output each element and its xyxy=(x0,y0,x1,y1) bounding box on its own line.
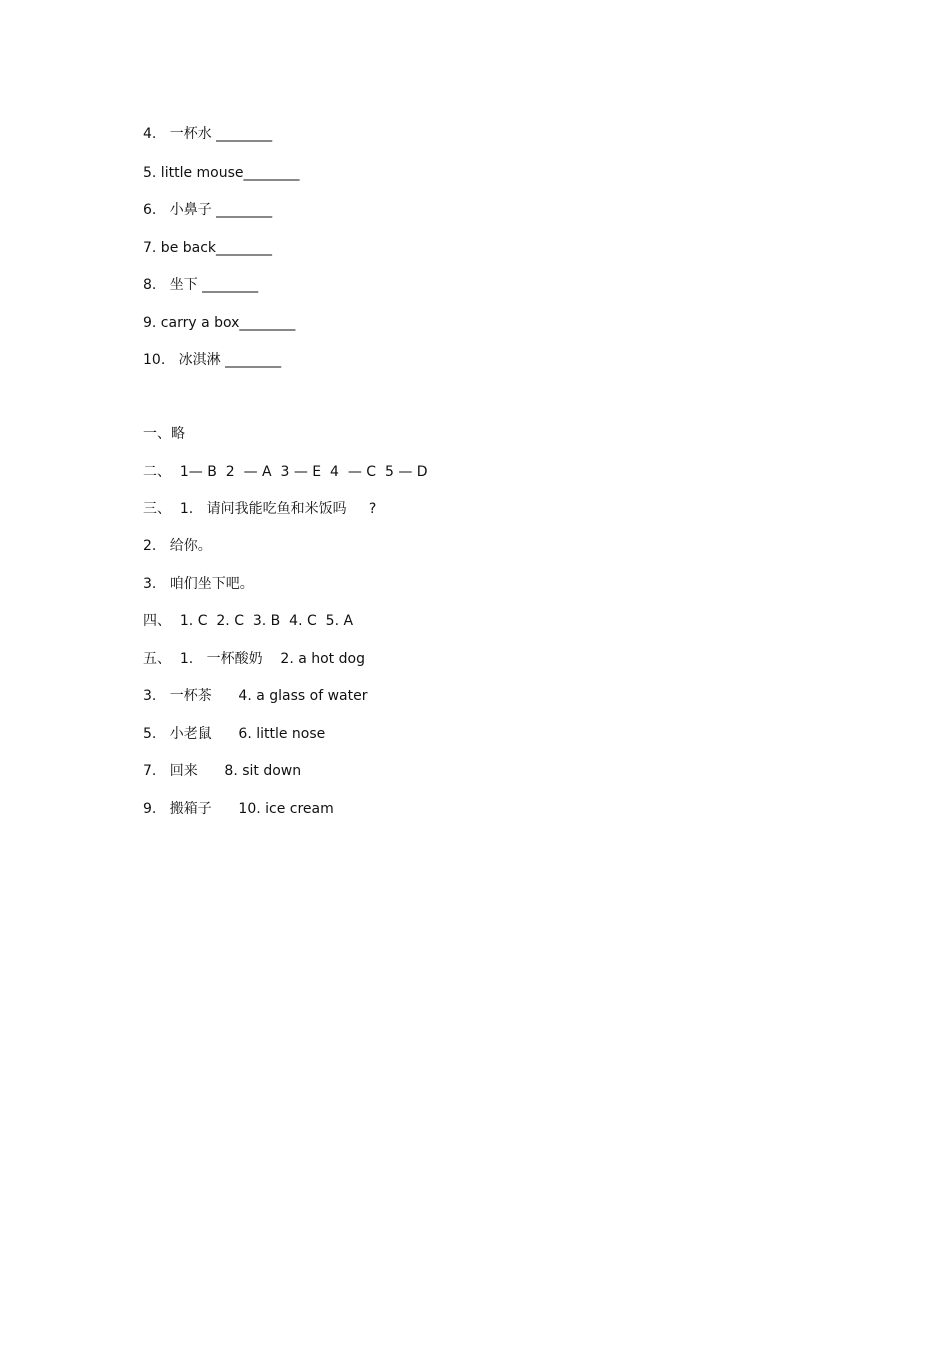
exercise-item-6: 6. 小鼻子 ________ xyxy=(143,202,273,218)
exercise-item-4: 4. 一杯水 ________ xyxy=(143,126,273,142)
answer-line: 2. 给你。 xyxy=(143,538,212,554)
answer-line: 3. 一杯茶 4. a glass of water xyxy=(143,688,368,704)
exercise-item-7: 7. be back________ xyxy=(143,240,273,256)
answer-section-1: 一、略 xyxy=(143,426,185,442)
exercise-item-8: 8. 坐下 ________ xyxy=(143,277,259,293)
exercise-item-9: 9. carry a box________ xyxy=(143,315,296,331)
answer-line: 3. 咱们坐下吧。 xyxy=(143,576,254,592)
answer-section-2: 二、 1— B 2 — A 3 — E 4 — C 5 — D xyxy=(143,464,428,480)
answer-line: 5. 小老鼠 6. little nose xyxy=(143,726,326,742)
exercise-item-10: 10. 冰淇淋 ________ xyxy=(143,352,282,368)
answer-line: 9. 搬箱子 10. ice cream xyxy=(143,801,334,817)
answer-section-4: 四、 1. C 2. C 3. B 4. C 5. A xyxy=(143,613,354,629)
exercise-item-5: 5. little mouse________ xyxy=(143,165,300,181)
answer-section-5: 五、 1. 一杯酸奶 2. a hot dog xyxy=(143,651,365,667)
answer-section-3: 三、 1. 请问我能吃鱼和米饭吗 ? xyxy=(143,501,377,517)
answer-line: 7. 回来 8. sit down xyxy=(143,763,302,779)
